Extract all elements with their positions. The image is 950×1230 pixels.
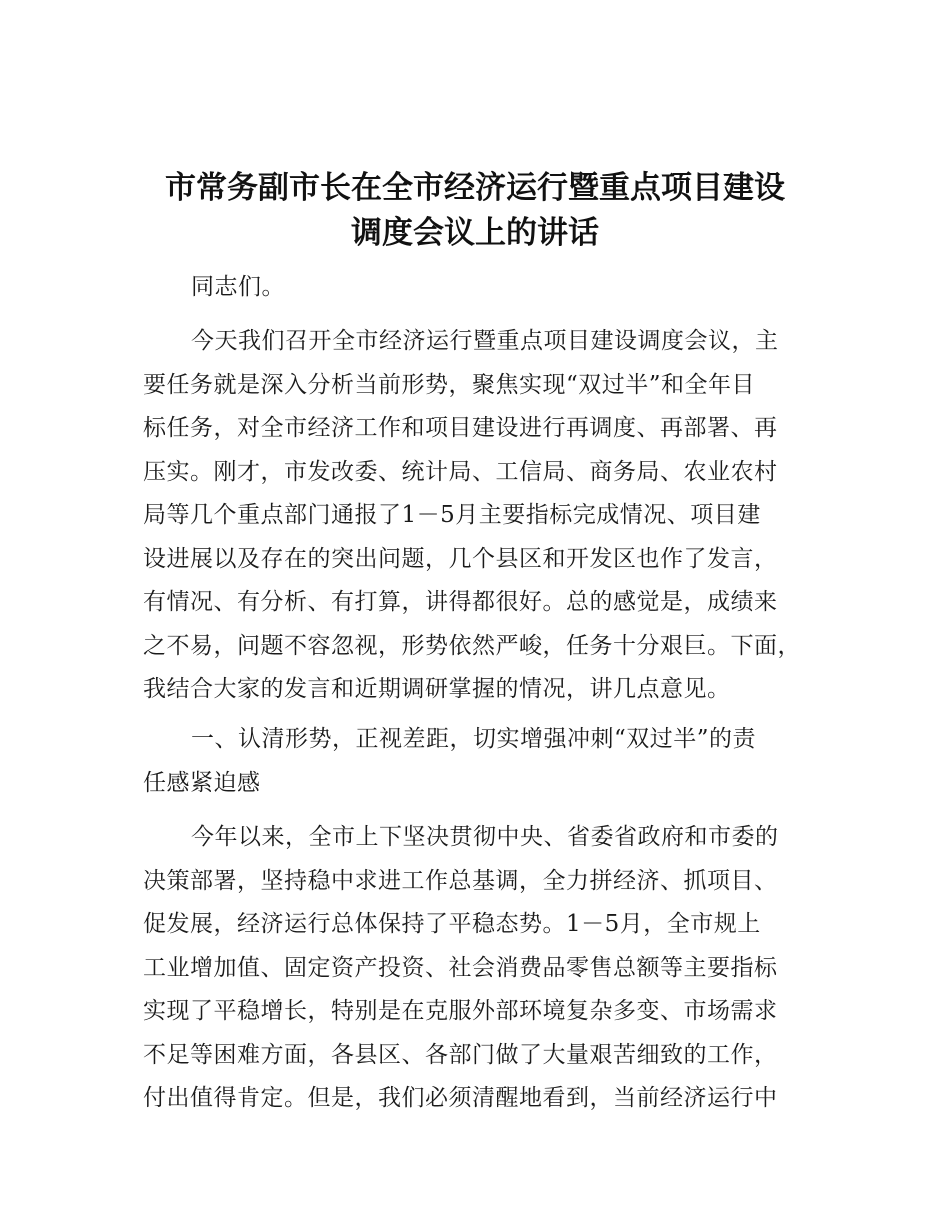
paragraph-line: 今天我们召开全市经济运行暨重点项目建设调度会议，主 [191, 328, 779, 354]
document-title-line-1: 市常务副市长在全市经济运行暨重点项目建设 [165, 170, 785, 206]
paragraph-line: 有情况、有分析、有打算，讲得都很好。总的感觉是，成绩来 [143, 589, 778, 615]
paragraph-line: 局等几个重点部门通报了1－5月主要指标完成情况、项目建 [143, 502, 761, 528]
greeting-paragraph [143, 266, 823, 310]
heading-line: 一、认清形势，正视差距，切实增强冲刺“双过半”的责 [191, 726, 757, 752]
paragraph-line: 付出值得肯定。但是，我们必须清醒地看到，当前经济运行中 [143, 1085, 778, 1111]
paragraph-line: 今年以来，全市上下坚决贯彻中央、省委省政府和市委的 [191, 824, 779, 850]
paragraph-line: 不足等困难方面，各县区、各部门做了大量艰苦细致的工作， [143, 1041, 778, 1068]
paragraph-line: 标任务，对全市经济工作和项目建设进行再调度、再部署、再 [143, 415, 778, 441]
section-heading-1 [143, 718, 823, 805]
paragraph-line: 实现了平稳增长，特别是在克服外部环境复杂多变、市场需求 [143, 998, 778, 1024]
paragraph-line: 促发展，经济运行总体保持了平稳态势。1－5月，全市规上 [143, 911, 761, 937]
greeting-line: 同志们。 [191, 274, 285, 300]
paragraph-line: 决策部署，坚持稳中求进工作总基调，全力拼经济、抓项目、 [143, 867, 778, 894]
paragraph-line: 设进展以及存在的突出问题，几个县区和开发区也作了发言， [143, 545, 778, 572]
document-title-line-2: 调度会议上的讲话 [351, 215, 599, 251]
paragraph-line: 压实。刚才，市发改委、统计局、工信局、商务局、农业农村 [143, 458, 778, 485]
heading-line: 任感紧迫感 [143, 769, 261, 796]
paragraph-line: 要任务就是深入分析当前形势，聚焦实现“双过半”和全年目 [143, 371, 756, 398]
section-1-paragraph [143, 816, 823, 1121]
paragraph-line: 之不易，问题不容忽视，形势依然严峻，任务十分艰巨。下面， [143, 632, 801, 659]
paragraph-line: 工业增加值、固定资产投资、社会消费品零售总额等主要指标 [143, 954, 778, 981]
intro-paragraph [143, 320, 823, 712]
paragraph-line: 我结合大家的发言和近期调研掌握的情况，讲几点意见。 [143, 676, 731, 702]
